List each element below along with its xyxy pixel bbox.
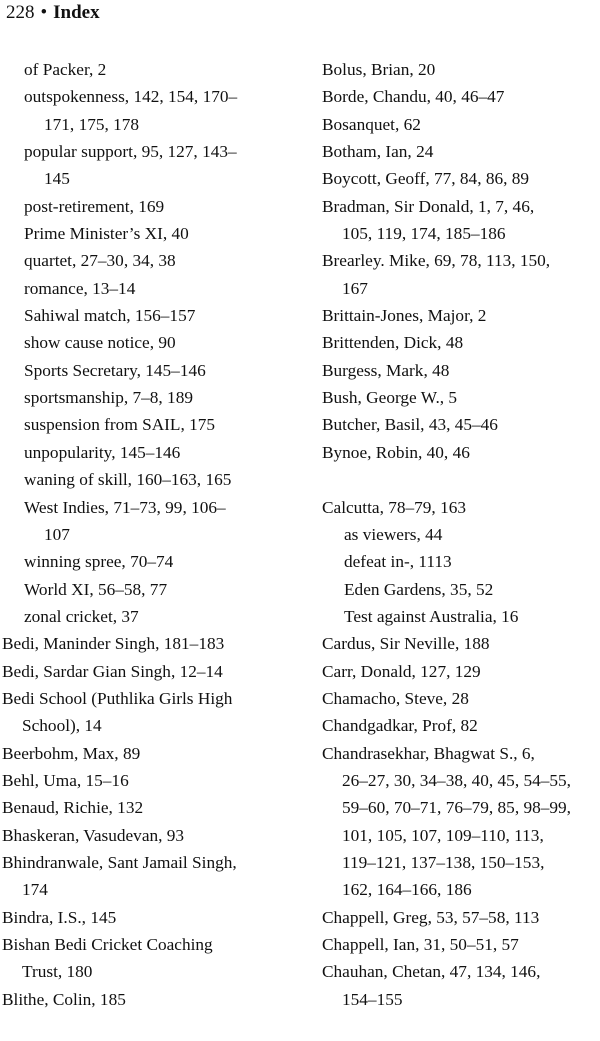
index-subentry: show cause notice, 90: [24, 333, 176, 353]
index-entry: Boycott, Geoff, 77, 84, 86, 89: [322, 169, 530, 189]
index-entry-continuation: 59–60, 70–71, 76–79, 85, 98–99,: [342, 798, 571, 818]
index-entry-continuation: School), 14: [22, 716, 102, 736]
entry-group-gap: [322, 466, 600, 493]
index-entry: Bynoe, Robin, 40, 46: [322, 442, 470, 462]
index-subentry: unpopularity, 145–146: [24, 442, 181, 462]
index-entry-continuation: 167: [342, 278, 368, 298]
index-entry: Bosanquet, 62: [322, 114, 421, 134]
index-entry: Chappell, Greg, 53, 57–58, 113: [322, 907, 540, 927]
index-entry: Chandgadkar, Prof, 82: [322, 716, 478, 736]
index-entry: Bindra, I.S., 145: [2, 907, 117, 927]
index-entry: Bhindranwale, Sant Jamail Singh,: [2, 852, 237, 872]
index-entry: Bush, George W., 5: [322, 388, 458, 408]
index-entry: Borde, Chandu, 40, 46–47: [322, 87, 505, 107]
index-subentry: quartet, 27–30, 34, 38: [24, 251, 176, 271]
index-entry: Chappell, Ian, 31, 50–51, 57: [322, 935, 519, 954]
index-subentry: West Indies, 71–73, 99, 106–: [24, 497, 226, 517]
index-entry: Carr, Donald, 127, 129: [322, 661, 481, 681]
running-head: [6, 2, 100, 24]
index-subentry: popular support, 95, 127, 143–: [24, 142, 237, 162]
index-subentry: World XI, 56–58, 77: [24, 579, 168, 599]
index-entry: Brittenden, Dick, 48: [322, 333, 464, 353]
index-entry: Chandrasekhar, Bhagwat S., 6,: [322, 743, 535, 763]
index-subentry: Sahiwal match, 156–157: [24, 306, 196, 326]
index-subentry: post-retirement, 169: [24, 196, 165, 216]
index-subentry: Eden Gardens, 35, 52: [344, 579, 494, 599]
index-entry: Benaud, Richie, 132: [2, 798, 144, 818]
index-column-left: [2, 56, 310, 1013]
index-subentry: Test against Australia, 16: [344, 606, 519, 626]
index-entry: Burgess, Mark, 48: [322, 360, 450, 380]
bullet-separator: •: [40, 2, 48, 23]
index-entry: Butcher, Basil, 43, 45–46: [322, 415, 498, 435]
index-entry: Chauhan, Chetan, 47, 134, 146,: [322, 962, 541, 982]
index-entry: Bedi, Maninder Singh, 181–183: [2, 634, 225, 654]
index-entry: Beerbohm, Max, 89: [2, 743, 141, 763]
index-entry-continuation: Trust, 180: [22, 962, 93, 982]
index-subentry: waning of skill, 160–163, 165: [24, 470, 232, 490]
index-entry-continuation: 26–27, 30, 34–38, 40, 45, 54–55,: [342, 770, 571, 790]
index-entry: Behl, Uma, 15–16: [2, 770, 129, 790]
section-title: Index: [53, 2, 100, 23]
index-entry-continuation: 101, 105, 107, 109–110, 113,: [342, 825, 544, 845]
index-entry: Brearley. Mike, 69, 78, 113, 150,: [322, 251, 551, 271]
index-subentry: outspokenness, 142, 154, 170–: [24, 87, 238, 107]
index-entry-continuation: 162, 164–166, 186: [342, 880, 472, 900]
index-entry: Chamacho, Steve, 28: [322, 688, 469, 708]
index-subentry: defeat in-, 1113: [344, 552, 452, 572]
index-entry-continuation: 145: [44, 169, 70, 189]
index-entry-continuation: 154–155: [342, 989, 403, 1009]
index-column-right: [322, 56, 600, 1013]
index-entry: Calcutta, 78–79, 163: [322, 497, 466, 517]
index-entry: Bishan Bedi Cricket Coaching: [2, 935, 213, 954]
index-entry-continuation: 174: [22, 880, 48, 900]
index-entry: Cardus, Sir Neville, 188: [322, 634, 490, 654]
index-entry: Blithe, Colin, 185: [2, 989, 126, 1009]
index-subentry: zonal cricket, 37: [24, 606, 139, 626]
index-subentry: suspension from SAIL, 175: [24, 415, 216, 435]
index-subentry: Sports Secretary, 145–146: [24, 360, 206, 380]
index-subentry: as viewers, 44: [344, 524, 443, 544]
page-number: 228: [6, 2, 35, 23]
index-entry: Bedi School (Puthlika Girls High: [2, 688, 233, 708]
index-subentry: of Packer, 2: [24, 60, 107, 79]
index-entry-continuation: 107: [44, 524, 70, 544]
index-entry: Botham, Ian, 24: [322, 142, 434, 162]
index-entry-continuation: 119–121, 137–138, 150–153,: [342, 852, 545, 872]
index-entry: Bradman, Sir Donald, 1, 7, 46,: [322, 196, 535, 216]
index-entry: Bhaskeran, Vasudevan, 93: [2, 825, 185, 845]
index-subentry: winning spree, 70–74: [24, 552, 174, 572]
index-subentry: Prime Minister’s XI, 40: [24, 224, 189, 244]
index-entry: Bolus, Brian, 20: [322, 60, 436, 79]
index-entry-continuation: 105, 119, 174, 185–186: [342, 224, 506, 244]
index-subentry: romance, 13–14: [24, 278, 136, 298]
index-entry: Brittain-Jones, Major, 2: [322, 306, 487, 326]
index-subentry: sportsmanship, 7–8, 189: [24, 388, 193, 408]
index-entry-continuation: 171, 175, 178: [44, 114, 140, 134]
index-entry: Bedi, Sardar Gian Singh, 12–14: [2, 661, 223, 681]
